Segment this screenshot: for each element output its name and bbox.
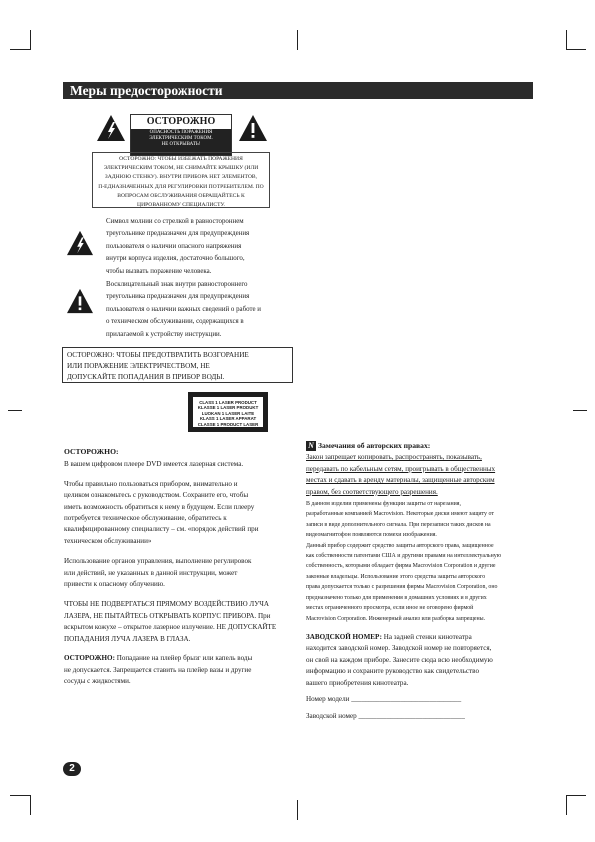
text-line: ЛАЗЕРА, НЕ ПЫТАЙТЕСЬ ОТКРЫВАТЬ КОРПУС ПРИБОРА. При xyxy=(64,611,271,620)
shock-notice-box xyxy=(92,152,270,208)
text-line: Закон запрещает копировать, распространять, показывать, xyxy=(306,453,482,462)
crop-mark xyxy=(30,30,31,50)
text-line: предназначено только для применения в домашних условиях и в других xyxy=(306,594,487,601)
caution-label-head: ОСТОРОЖНО xyxy=(146,116,216,127)
text-line: Чтобы правильно пользоваться прибором, внимательно и xyxy=(64,479,238,488)
text-span: Попадание на плейер брызг или капель воды xyxy=(114,654,253,663)
right-column xyxy=(306,440,538,723)
laser-line: KLASSE 1 LASER PRODUKT xyxy=(197,405,259,411)
laser-line: CLASSE 1 PRODUCT LASER xyxy=(197,421,259,427)
caution-label xyxy=(130,114,232,156)
text-line: собственность, которыми обладает фирма Macrovision Corporation и другие xyxy=(306,563,496,570)
crop-mark xyxy=(566,795,586,796)
manual-paragraph xyxy=(64,479,296,547)
text-line: квалифицированному специалисту – см. «порядок действий при xyxy=(64,525,259,534)
serial-number-paragraph xyxy=(306,632,538,689)
text-line xyxy=(64,653,296,664)
laser-line: KLASS 1 LASER APPARAT xyxy=(199,416,257,422)
text-line: треугольнике предназначен для предупреждения xyxy=(106,230,250,238)
text-line: В данном изделии применены функции защиты от нарезания, xyxy=(306,501,461,508)
text-line: Символ молнии со стрелкой в равностороннем xyxy=(106,218,244,225)
text-line: сосуды с жидкостями. xyxy=(64,676,131,685)
text-line: целиком ознакомьтесь с руководством. Сохраните его, чтобы xyxy=(64,491,249,500)
notice-line: П-ЕДНАЗНАЧЕННЫХ ДЛЯ РЕГУЛИРОВКИ ПОТРЕБИТЕЛЕМ. ПО xyxy=(98,183,264,190)
laser-beam-paragraph xyxy=(64,599,296,645)
laser-line: LUOKAN 1 LASER LAITE xyxy=(201,410,255,416)
text-line: информацию и сохраните руководство как свидетельство xyxy=(306,667,480,676)
notice-line: ЗАДНЮЮ СТЕНКУ). ВНУТРИ ПРИБОРА НЕТ ЭЛЕМЕНТОВ, xyxy=(104,174,258,181)
text-line: разработанные компанией Macrovision. Некоторые диски имеют защиту от xyxy=(306,511,494,518)
crop-mark xyxy=(10,795,30,796)
warning-line: ДОПУСКАЙТЕ ПОПАДАНИЯ В ПРИБОР ВОДЫ. xyxy=(67,373,225,381)
text-line: пользователя о наличии важных сведений о работе и xyxy=(106,305,261,313)
warning-line: ОСТОРОЖНО: ЧТОБЫ ПРЕДОТВРАТИТЬ ВОЗГОРАНИЕ xyxy=(67,351,249,359)
fire-warning-box xyxy=(62,347,293,383)
laser-line: CLASS 1 LASER PRODUCT xyxy=(199,400,257,405)
notice-line: ОСТОРОЖНО: ЧТОБЫ ИЗБЕЖАТЬ ПОРАЖЕНИЯ xyxy=(119,156,243,162)
text-line: прилагаемой к устройству инструкции. xyxy=(106,330,222,338)
warning-line: ИЛИ ПОРАЖЕНИЕ ЭЛЕКТРИЧЕСТВОМ, НЕ xyxy=(67,362,210,370)
caution-sub-line: ОПАСНОСТЬ ПОРАЖЕНИЯ xyxy=(149,130,213,135)
crop-mark xyxy=(30,795,31,815)
text-line: Восклицательный знак внутри равностороннего xyxy=(106,281,248,288)
text-line: права допускается только с разрешения фирмы Macrovision Corporation, оно xyxy=(306,584,498,591)
text-line: видеомагнитофон появляются помехи изображения. xyxy=(306,532,437,539)
text-line: местах и сдавать в аренду материалы, защищенные авторским xyxy=(306,476,495,485)
crop-mark xyxy=(8,410,22,411)
text-line: Использование органов управления, выполнение регулировок xyxy=(64,557,252,566)
water-caution-bold: ОСТОРОЖНО: xyxy=(64,654,115,663)
text-line: как собственности патентами США и другими правами на интеллектуальную xyxy=(306,553,502,560)
exclamation-symbol-icon xyxy=(66,288,94,314)
copyright-heading: Замечания об авторских правах: xyxy=(318,441,431,450)
text-line: Macrovision Corporation. Инженерный анализ или разборка запрещены. xyxy=(306,615,486,622)
text-line: пользователя о наличии опасного напряжения xyxy=(106,242,242,250)
laser-class-label xyxy=(188,392,268,432)
controls-paragraph xyxy=(64,556,296,590)
caution-sub-line: ЭЛЕКТРИЧЕСКИМ ТОКОМ. xyxy=(149,136,213,141)
serial-number-line: Заводской номер ______________________________ xyxy=(306,712,465,721)
text-line: вашего приобретения кинотеатра. xyxy=(306,678,409,687)
text-line: правом, без соответствующего разрешения. xyxy=(306,487,438,496)
text-line: ПОПАДАНИЯ ЛУЧА ЛАЗЕРА В ГЛАЗА. xyxy=(64,634,191,643)
text-line: передавать по кабельным сетям, проигрывать в общественных xyxy=(306,464,496,473)
text-line: треугольника предназначен для предупреждения xyxy=(106,293,250,301)
text-line: внутри корпуса изделия, достаточно большого, xyxy=(106,255,245,263)
lightning-symbol-icon xyxy=(66,230,94,256)
copyright-heading-row xyxy=(306,440,538,451)
text-line: чтобы вызвать поражение человека. xyxy=(106,267,212,275)
text-line: о техническом обслуживании, содержащихся в xyxy=(106,318,244,326)
text-line: ЧТОБЫ НЕ ПОДВЕРГАТЬСЯ ПРЯМОМУ ВОЗДЕЙСТВИЮ ЛУЧА xyxy=(64,600,269,609)
text-span: На задней стенки кинотеатра xyxy=(381,632,472,641)
left-column xyxy=(64,446,296,687)
crop-mark xyxy=(573,410,587,411)
crop-mark xyxy=(297,30,298,50)
exclamation-symbol-text xyxy=(106,279,296,341)
crop-mark xyxy=(566,30,567,50)
notice-line: ЭЛЕКТРИЧЕСКИМ ТОКОМ, НЕ СНИМАЙТЕ КРЫШКУ (ИЛИ xyxy=(103,165,259,172)
text-line: местах ограниченного просмотра, если иное не оговорено фирмой xyxy=(306,605,474,612)
crop-mark xyxy=(297,800,298,820)
lightning-symbol-text xyxy=(106,216,296,278)
serial-heading: ЗАВОДСКОЙ НОМЕР: xyxy=(306,632,382,641)
text-line: не допускается. Запрещается ставить на плейер вазы и другие xyxy=(64,665,252,674)
caution-sub-line: НЕ ОТКРЫВАТЬ! xyxy=(161,142,201,147)
page-number: 2 xyxy=(63,762,81,776)
text-line: потребуется техническое обслуживание, обратитесь к xyxy=(64,514,227,523)
lightning-warning-icon xyxy=(96,114,126,142)
copyright-law-text xyxy=(306,452,538,498)
model-number-line: Номер модели _______________________________ xyxy=(306,694,462,703)
text-line: вскрытом кожухе – открытое лазерное излучение. НЕ ДОПУСКАЙТЕ xyxy=(64,623,277,632)
laser-label-inner xyxy=(193,397,263,427)
laser-system-note: В вашем цифровом плеере DVD имеется лазерная система. xyxy=(64,460,244,469)
note-icon: N xyxy=(306,441,316,451)
notice-line: ВОПРОСАМ ОБСЛУЖИВАНИЯ ОБРАЩАЙТЕСЬ К xyxy=(117,192,245,199)
text-line: записи в виде дополнительного сигнала. При перезаписи таких дисков на xyxy=(306,521,491,528)
text-line xyxy=(306,632,538,643)
text-line: он свой на каждом приборе. Занесите сюда всю необходимую xyxy=(306,655,493,664)
exclamation-warning-icon xyxy=(238,114,268,142)
text-line: находится заводской номер. Заводской номер не повторяется, xyxy=(306,644,492,653)
text-line: иметь возможность обратиться к нему в будущем. Если плееру xyxy=(64,502,255,511)
text-line: техническом обслуживании» xyxy=(64,536,152,545)
macrovision-text xyxy=(306,499,538,624)
text-line: или действий, не указанных в данной инструкции, может xyxy=(64,568,238,577)
text-line: Данный прибор содержит средство защиты авторского права, защищенное xyxy=(306,542,494,549)
text-line: законные владельцы. Использование этого средства защиты авторского xyxy=(306,573,486,580)
page-title: Меры предосторожности xyxy=(63,82,533,99)
notice-line: ЦИРОВАННОМУ СПЕЦИАЛИСТУ. xyxy=(137,202,225,209)
crop-mark xyxy=(566,795,567,815)
crop-mark xyxy=(566,49,586,50)
crop-mark xyxy=(10,49,30,50)
text-line: привести к опасному облучению. xyxy=(64,580,165,589)
caution-heading: ОСТОРОЖНО: xyxy=(64,447,119,456)
water-paragraph xyxy=(64,653,296,687)
